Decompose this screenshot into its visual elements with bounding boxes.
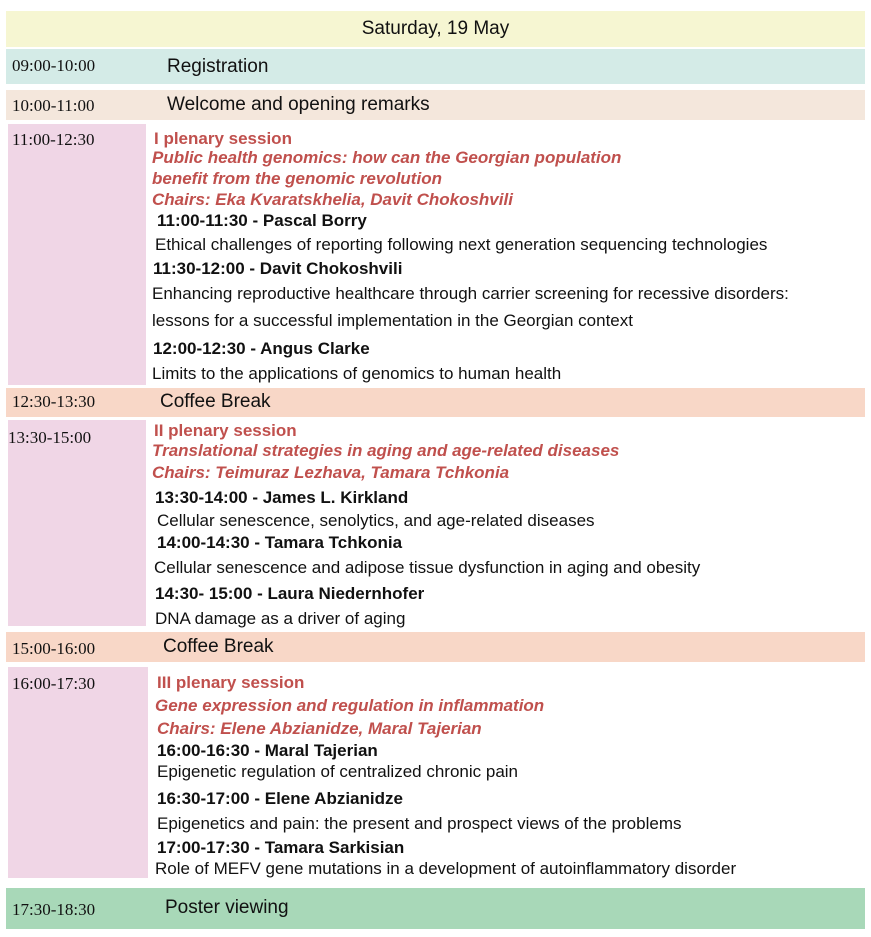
day-title: Saturday, 19 May	[361, 18, 510, 39]
time-coffee-break-2: 15:00-16:00	[12, 639, 96, 658]
session-1-chairs: Chairs: Eka Kvaratskhelia, Davit Chokoshvili	[152, 190, 513, 209]
session-3-subtitle: Gene expression and regulation in inflammation	[155, 696, 545, 715]
label-welcome: Welcome and opening remarks	[167, 94, 430, 115]
session-1-time: 11:00-12:30	[12, 130, 95, 149]
row-coffee-break-2	[6, 632, 865, 662]
session-2-time: 13:30-15:00	[8, 428, 92, 447]
talk-description: lessons for a successful implementation in the Georgian context	[152, 311, 633, 330]
session-2-subtitle: Translational strategies in aging and age-related diseases	[152, 441, 620, 460]
session-1-time-cell	[8, 124, 146, 385]
session-1-title: I plenary session	[154, 129, 292, 148]
label-coffee-break-1: Coffee Break	[160, 391, 271, 412]
talk-description: Epigenetic regulation of centralized chronic pain	[157, 762, 519, 781]
session-3-time-cell	[8, 667, 148, 878]
talk-description: Ethical challenges of reporting following next generation sequencing technologies	[155, 235, 768, 254]
talk-slot: 16:00-16:30 - Maral Tajerian	[157, 741, 378, 760]
session-1-subtitle-2: benefit from the genomic revolution	[152, 169, 442, 188]
label-registration: Registration	[167, 56, 269, 77]
talk-description: Epigenetics and pain: the present and prospect views of the problems	[157, 814, 682, 833]
talk-description: Role of MEFV gene mutations in a development of autoinflammatory disorder	[155, 859, 737, 878]
row-welcome	[6, 90, 865, 120]
talk-description: Limits to the applications of genomics to human health	[152, 364, 562, 383]
talk-description: Cellular senescence, senolytics, and age-related diseases	[157, 511, 595, 530]
row-poster-viewing	[6, 888, 865, 929]
talk-slot: 12:00-12:30 - Angus Clarke	[153, 339, 370, 358]
label-coffee-break-2: Coffee Break	[163, 636, 274, 657]
talk-description: DNA damage as a driver of aging	[155, 609, 406, 628]
talk-slot: 16:30-17:00 - Elene Abzianidze	[157, 789, 403, 808]
row-coffee-break-1	[6, 388, 865, 417]
session-3-time: 16:00-17:30	[12, 674, 96, 693]
session-3-title: III plenary session	[157, 673, 305, 692]
session-2-time-cell	[8, 420, 146, 626]
row-registration	[6, 49, 865, 84]
label-poster-viewing: Poster viewing	[165, 897, 289, 918]
session-3-chairs: Chairs: Elene Abzianidze, Maral Tajerian	[157, 719, 482, 738]
session-2-chairs: Chairs: Teimuraz Lezhava, Tamara Tchkonia	[152, 463, 510, 482]
session-1-subtitle-1: Public health genomics: how can the Georgian population	[152, 148, 622, 167]
time-registration: 09:00-10:00	[12, 56, 96, 75]
talk-slot: 17:00-17:30 - Tamara Sarkisian	[157, 838, 405, 857]
talk-slot: 14:30- 15:00 - Laura Niedernhofer	[155, 584, 425, 603]
talk-slot: 13:30-14:00 - James L. Kirkland	[155, 488, 409, 507]
talk-slot: 11:00-11:30 - Pascal Borry	[157, 211, 367, 230]
time-poster-viewing: 17:30-18:30	[12, 900, 96, 919]
talk-description: Cellular senescence and adipose tissue dysfunction in aging and obesity	[154, 558, 701, 577]
time-welcome: 10:00-11:00	[12, 96, 95, 115]
time-coffee-break-1: 12:30-13:30	[12, 392, 96, 411]
talk-description: Enhancing reproductive healthcare through carrier screening for recessive disorders:	[152, 284, 789, 303]
session-2-title: II plenary session	[154, 421, 297, 440]
talk-slot: 11:30-12:00 - Davit Chokoshvili	[153, 259, 403, 278]
talk-slot: 14:00-14:30 - Tamara Tchkonia	[157, 533, 403, 552]
day-header	[6, 11, 865, 47]
